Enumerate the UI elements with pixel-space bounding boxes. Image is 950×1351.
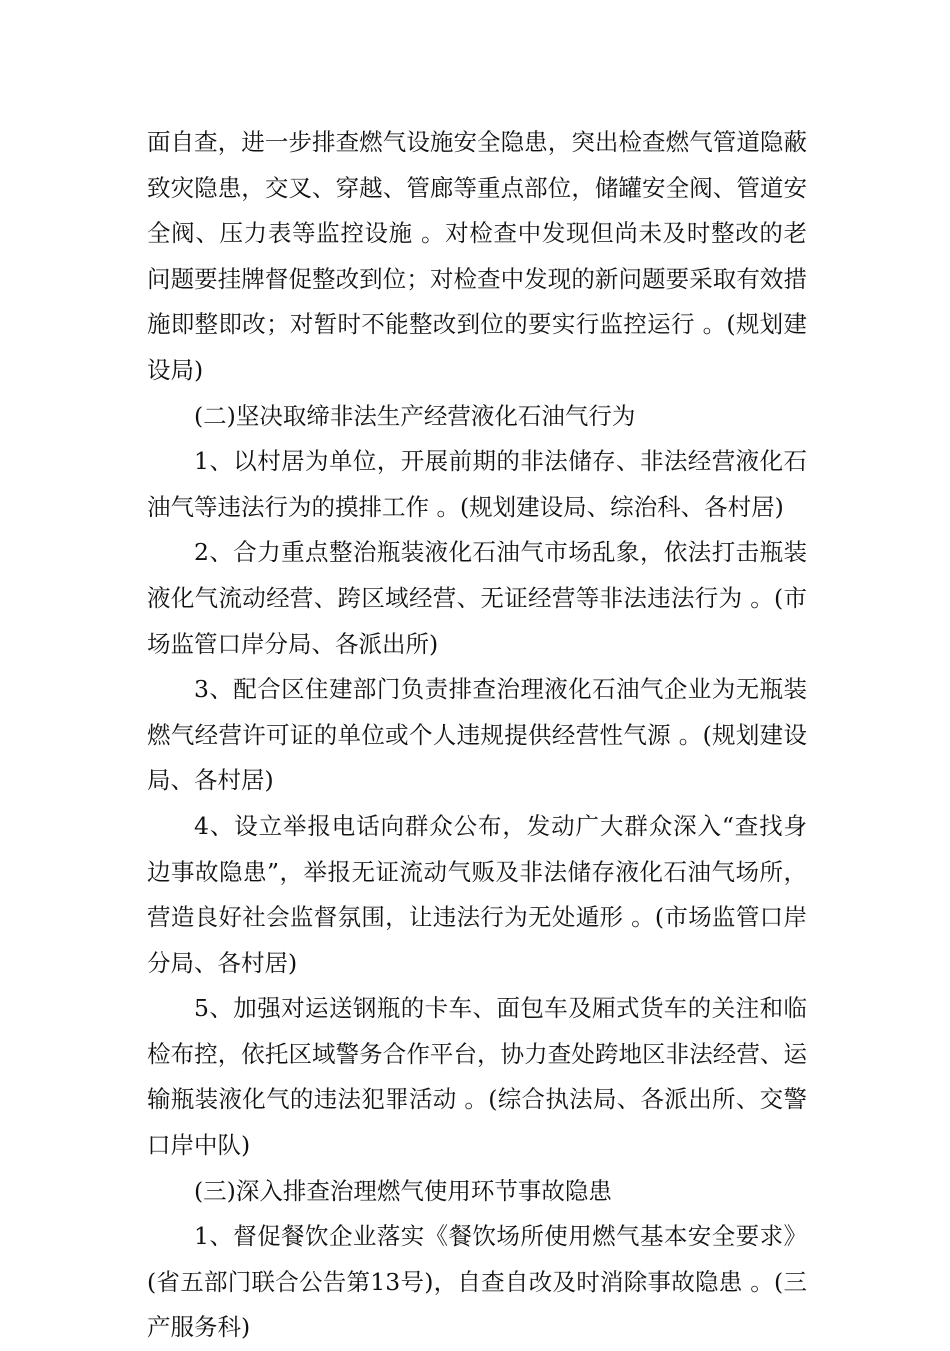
list-item-2-4: 4、设立举报电话向群众公布，发动广大群众深入“查找身边事故隐患”，举报无证流动气贩及非法储存液化石油气场所，营造良好社会监督氛围，让违法行为无处遁形 。(市场监管口岸分局、各村居) (147, 811, 807, 977)
list-item-2-2: 2、合力重点整治瓶装液化石油气市场乱象，依法打击瓶装液化气流动经营、跨区域经营、无证经营等非法违法行为 。(市场监管口岸分局、各派出所) (147, 538, 807, 658)
section-heading-3: (三)深入排查治理燃气使用环节事故隐患 (194, 1176, 612, 1205)
list-item-3-1: 1、督促餐饮企业落实《餐饮场所使用燃气基本安全要求》(省五部门联合公告第13号)，自查自改及时消除事故隐患 。(三产服务科) (147, 1222, 807, 1342)
list-item-2-1: 1、以村居为单位，开展前期的非法储存、非法经营液化石油气等违法行为的摸排工作 。(规划建设局、综治科、各村居) (147, 447, 807, 521)
list-item-2-3: 3、配合区住建部门负责排查治理液化石油气企业为无瓶装燃气经营许可证的单位或个人违规提供经营性气源 。(规划建设局、各村居) (147, 675, 807, 795)
section-heading-2: (二)坚决取缔非法生产经营液化石油气行为 (194, 401, 636, 430)
document-body (147, 120, 807, 1351)
list-item-2-5: 5、加强对运送钢瓶的卡车、面包车及厢式货车的关注和临检布控，依托区域警务合作平台，协力查处跨地区非法经营、运输瓶装液化气的违法犯罪活动 。(综合执法局、各派出所、交警口岸中队) (147, 994, 807, 1160)
paragraph-continuation: 面自查，进一步排查燃气设施安全隐患，突出检查燃气管道隐蔽致灾隐患，交叉、穿越、管廊等重点部位，储罐安全阀、管道安全阀、压力表等监控设施 。对检查中发现但尚未及时整改的老问题要挂牌督促整改到位；对检查中发现的新问题要采取有效措施即整即改；对暂时不能整改到位的要实行监控运行 。(规划建设局) (147, 128, 807, 384)
